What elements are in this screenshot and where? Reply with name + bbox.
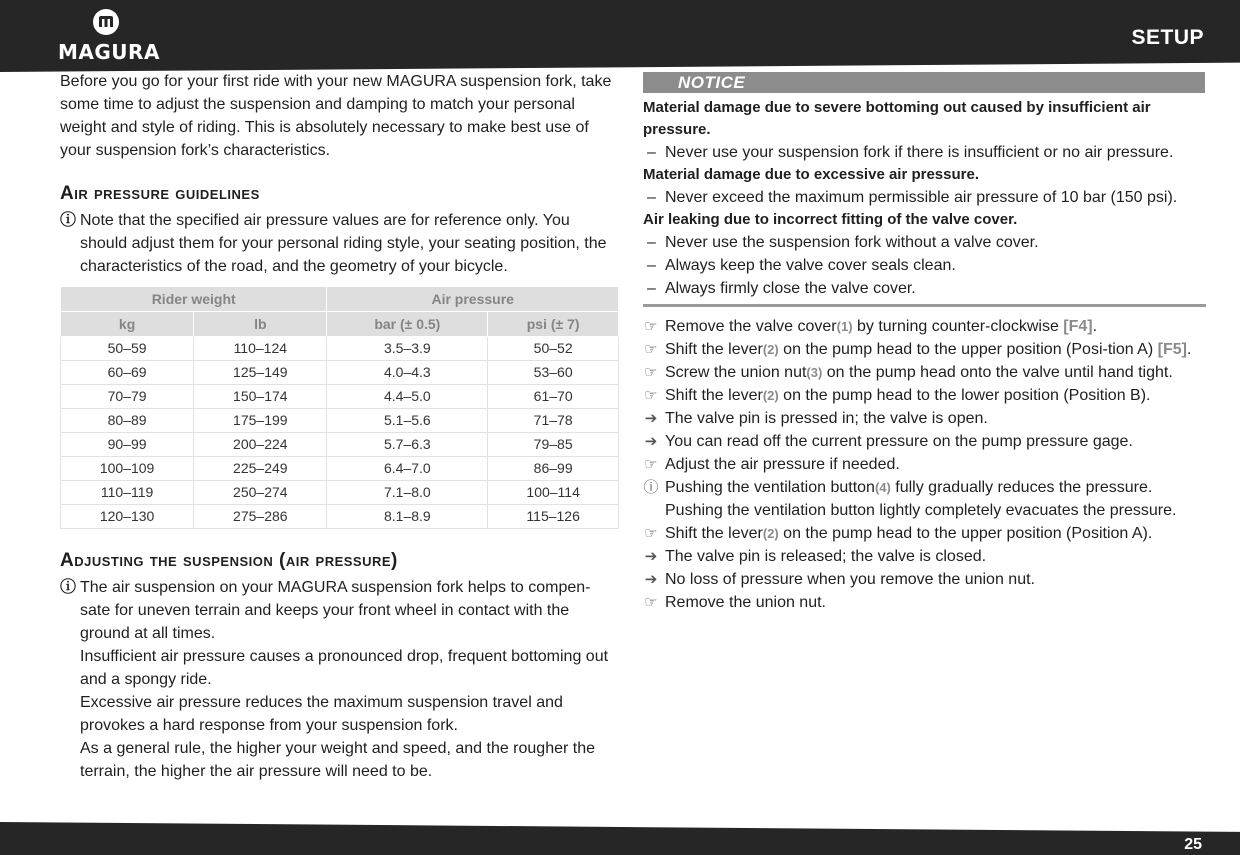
notice-bullet-text: Never exceed the maximum permissible air pressure of 10 bar (150 psi). [665, 189, 1178, 206]
notice-item-title: Material damage due to severe bottoming out caused by insufficient air pressure. [643, 99, 1151, 138]
table-cell: 71–78 [488, 409, 619, 433]
pointing-hand-icon: ☞ [644, 525, 658, 542]
table-cell: 5.1–5.6 [327, 409, 488, 433]
table-cell: 90–99 [61, 433, 194, 457]
result-line: ➔ The valve pin is released; the valve is closed. [643, 545, 1206, 568]
part-reference: (4) [874, 480, 891, 495]
table-cell: 4.0–4.3 [327, 361, 488, 385]
adjusting-note [60, 576, 620, 783]
table-cell: 175–199 [194, 409, 327, 433]
pointing-hand-icon: ☞ [644, 456, 658, 473]
instruction-step: ☞ Shift the lever(2) on the pump head to the upper position (Posi-tion A) [F5]. [643, 338, 1206, 361]
instruction-step: ☞ Remove the valve cover(1) by turning counter-clockwise [F4]. [643, 315, 1206, 338]
table-group-header: Air pressure [327, 287, 619, 312]
table-column-header: psi (± 7) [488, 312, 619, 337]
result-line: ➔ No loss of pressure when you remove the union nut. [643, 568, 1206, 591]
magura-m-logo-icon [92, 8, 120, 36]
table-cell: 200–224 [194, 433, 327, 457]
adjusting-heading: Adjusting the suspension (air pressure) [60, 550, 398, 571]
instruction-step: ☞ Shift the lever(2) on the pump head to the lower position (Position B). [643, 384, 1206, 407]
table-cell: 100–109 [61, 457, 194, 481]
notice-item-title: Material damage due to excessive air pressure. [643, 166, 979, 183]
info-icon: ⓘ [60, 579, 77, 596]
page-number: 25 [1184, 836, 1202, 853]
pointing-hand-icon: ☞ [644, 594, 658, 611]
table-cell: 275–286 [194, 505, 327, 529]
table-cell: 86–99 [488, 457, 619, 481]
arrow-right-icon: ➔ [644, 571, 658, 588]
page-footer [0, 822, 1240, 855]
notice-bullet-text: Always keep the valve cover seals clean. [665, 257, 956, 274]
notice-bullet-text: Never use the suspension fork without a valve cover. [665, 234, 1039, 251]
info-icon: ⓘ [60, 212, 77, 229]
right-column [643, 72, 1206, 614]
table-cell: 61–70 [488, 385, 619, 409]
instruction-step: ☞ Adjust the air pressure if needed. [643, 453, 1206, 476]
air-pressure-heading: Air pressure guidelines [60, 183, 260, 204]
pointing-hand-icon: ☞ [644, 387, 658, 404]
pointing-hand-icon: ☞ [644, 364, 658, 381]
part-reference: (3) [806, 365, 823, 380]
notice-bullet: – Always keep the valve cover seals clean. [647, 257, 956, 274]
table-cell: 150–174 [194, 385, 327, 409]
table-cell: 50–59 [61, 337, 194, 361]
table-cell: 7.1–8.0 [327, 481, 488, 505]
notice-bullet-text: Always firmly close the valve cover. [665, 280, 916, 297]
adjusting-text: As a general rule, the higher your weight and speed, and the rougher the terrain, the higher the air pressure will need to be. [80, 740, 596, 780]
table-cell: 5.7–6.3 [327, 433, 488, 457]
page-header [0, 0, 1240, 72]
table-cell: 110–119 [61, 481, 194, 505]
part-reference: (2) [762, 388, 779, 403]
arrow-right-icon: ➔ [644, 410, 658, 427]
adjusting-text: Excessive air pressure reduces the maximum suspension travel and provokes a hard response from your suspension fork. [80, 694, 563, 734]
pointing-hand-icon: ☞ [644, 318, 658, 335]
table-cell: 50–52 [488, 337, 619, 361]
instruction-step: ☞ Remove the union nut. [643, 591, 1206, 614]
notice-bullet: – Always firmly close the valve cover. [647, 280, 916, 297]
table-cell: 125–149 [194, 361, 327, 385]
table-cell: 80–89 [61, 409, 194, 433]
table-cell: 6.4–7.0 [327, 457, 488, 481]
table-cell: 4.4–5.0 [327, 385, 488, 409]
table-cell: 110–124 [194, 337, 327, 361]
air-pressure-note [60, 209, 620, 278]
table-cell: 115–126 [488, 505, 619, 529]
table-cell: 53–60 [488, 361, 619, 385]
result-line: ➔ You can read off the current pressure on the pump pressure gage. [643, 430, 1206, 453]
table-group-header: Rider weight [61, 287, 327, 312]
table-cell: 225–249 [194, 457, 327, 481]
table-cell: 3.5–3.9 [327, 337, 488, 361]
table-row [61, 385, 619, 409]
table-row [61, 409, 619, 433]
result-line: ➔ The valve pin is pressed in; the valve is open. [643, 407, 1206, 430]
info-icon: ⓘ [643, 479, 659, 496]
pressure-table [60, 286, 619, 529]
intro-paragraph: Before you go for your first ride with your new MAGURA suspension fork, take some time to adjust the suspension and damping to match your personal weight and style of riding. This is absolutely necessary to make best use of your suspension fork’s characteristics. [60, 73, 612, 159]
table-cell: 79–85 [488, 433, 619, 457]
section-title: SETUP [1131, 26, 1204, 49]
brand-logo-text: MAGURA [58, 40, 160, 64]
table-cell: 120–130 [61, 505, 194, 529]
notice-bullet-text: Never use your suspension fork if there is insufficient or no air pressure. [665, 144, 1174, 161]
info-line: ⓘ Pushing the ventilation button(4) fully gradually reduces the pressure. Pushing the ventilation button lightly completely evacuates the pressure. [643, 476, 1206, 522]
instruction-step: ☞ Shift the lever(2) on the pump head to the upper position (Position A). [643, 522, 1206, 545]
part-reference: (2) [762, 342, 779, 357]
table-cell: 100–114 [488, 481, 619, 505]
notice-divider [643, 304, 1206, 307]
left-column [60, 70, 620, 783]
arrow-right-icon: ➔ [644, 548, 658, 565]
table-cell: 70–79 [61, 385, 194, 409]
adjusting-text: Insufficient air pressure causes a pronounced drop, frequent bottoming out and a spongy ride. [80, 648, 609, 688]
table-row [61, 361, 619, 385]
table-cell: 8.1–8.9 [327, 505, 488, 529]
air-pressure-note-text: Note that the specified air pressure values are for reference only. You should adjust them for your personal riding style, your seating position, the characteristics of the road, and the geometry of your bicycle. [80, 212, 607, 275]
table-cell: 60–69 [61, 361, 194, 385]
part-reference: (1) [836, 319, 853, 334]
instruction-step: ☞ Screw the union nut(3) on the pump head onto the valve until hand tight. [643, 361, 1206, 384]
notice-banner [643, 72, 1205, 93]
notice-bullet: – Never exceed the maximum permissible air pressure of 10 bar (150 psi). [647, 189, 1178, 206]
table-row [61, 337, 619, 361]
adjusting-text: The air suspension on your MAGURA suspension fork helps to compen-sate for uneven terrain and keeps your front wheel in contact with the ground at all times. [80, 579, 591, 642]
notice-bullet: – Never use the suspension fork without a valve cover. [647, 234, 1039, 251]
table-cell: 250–274 [194, 481, 327, 505]
table-row [61, 481, 619, 505]
table-row [61, 505, 619, 529]
table-column-header: kg [61, 312, 194, 337]
table-row [61, 457, 619, 481]
table-column-header: lb [194, 312, 327, 337]
figure-reference: [F5] [1157, 341, 1187, 358]
figure-reference: [F4] [1063, 318, 1093, 335]
table-row [61, 433, 619, 457]
part-reference: (2) [762, 526, 779, 541]
notice-bullet: – Never use your suspension fork if there is insufficient or no air pressure. [647, 144, 1174, 161]
notice-label: NOTICE [678, 73, 746, 92]
table-column-header: bar (± 0.5) [327, 312, 488, 337]
pointing-hand-icon: ☞ [644, 341, 658, 358]
arrow-right-icon: ➔ [644, 433, 658, 450]
notice-item-title: Air leaking due to incorrect fitting of the valve cover. [643, 211, 1018, 228]
